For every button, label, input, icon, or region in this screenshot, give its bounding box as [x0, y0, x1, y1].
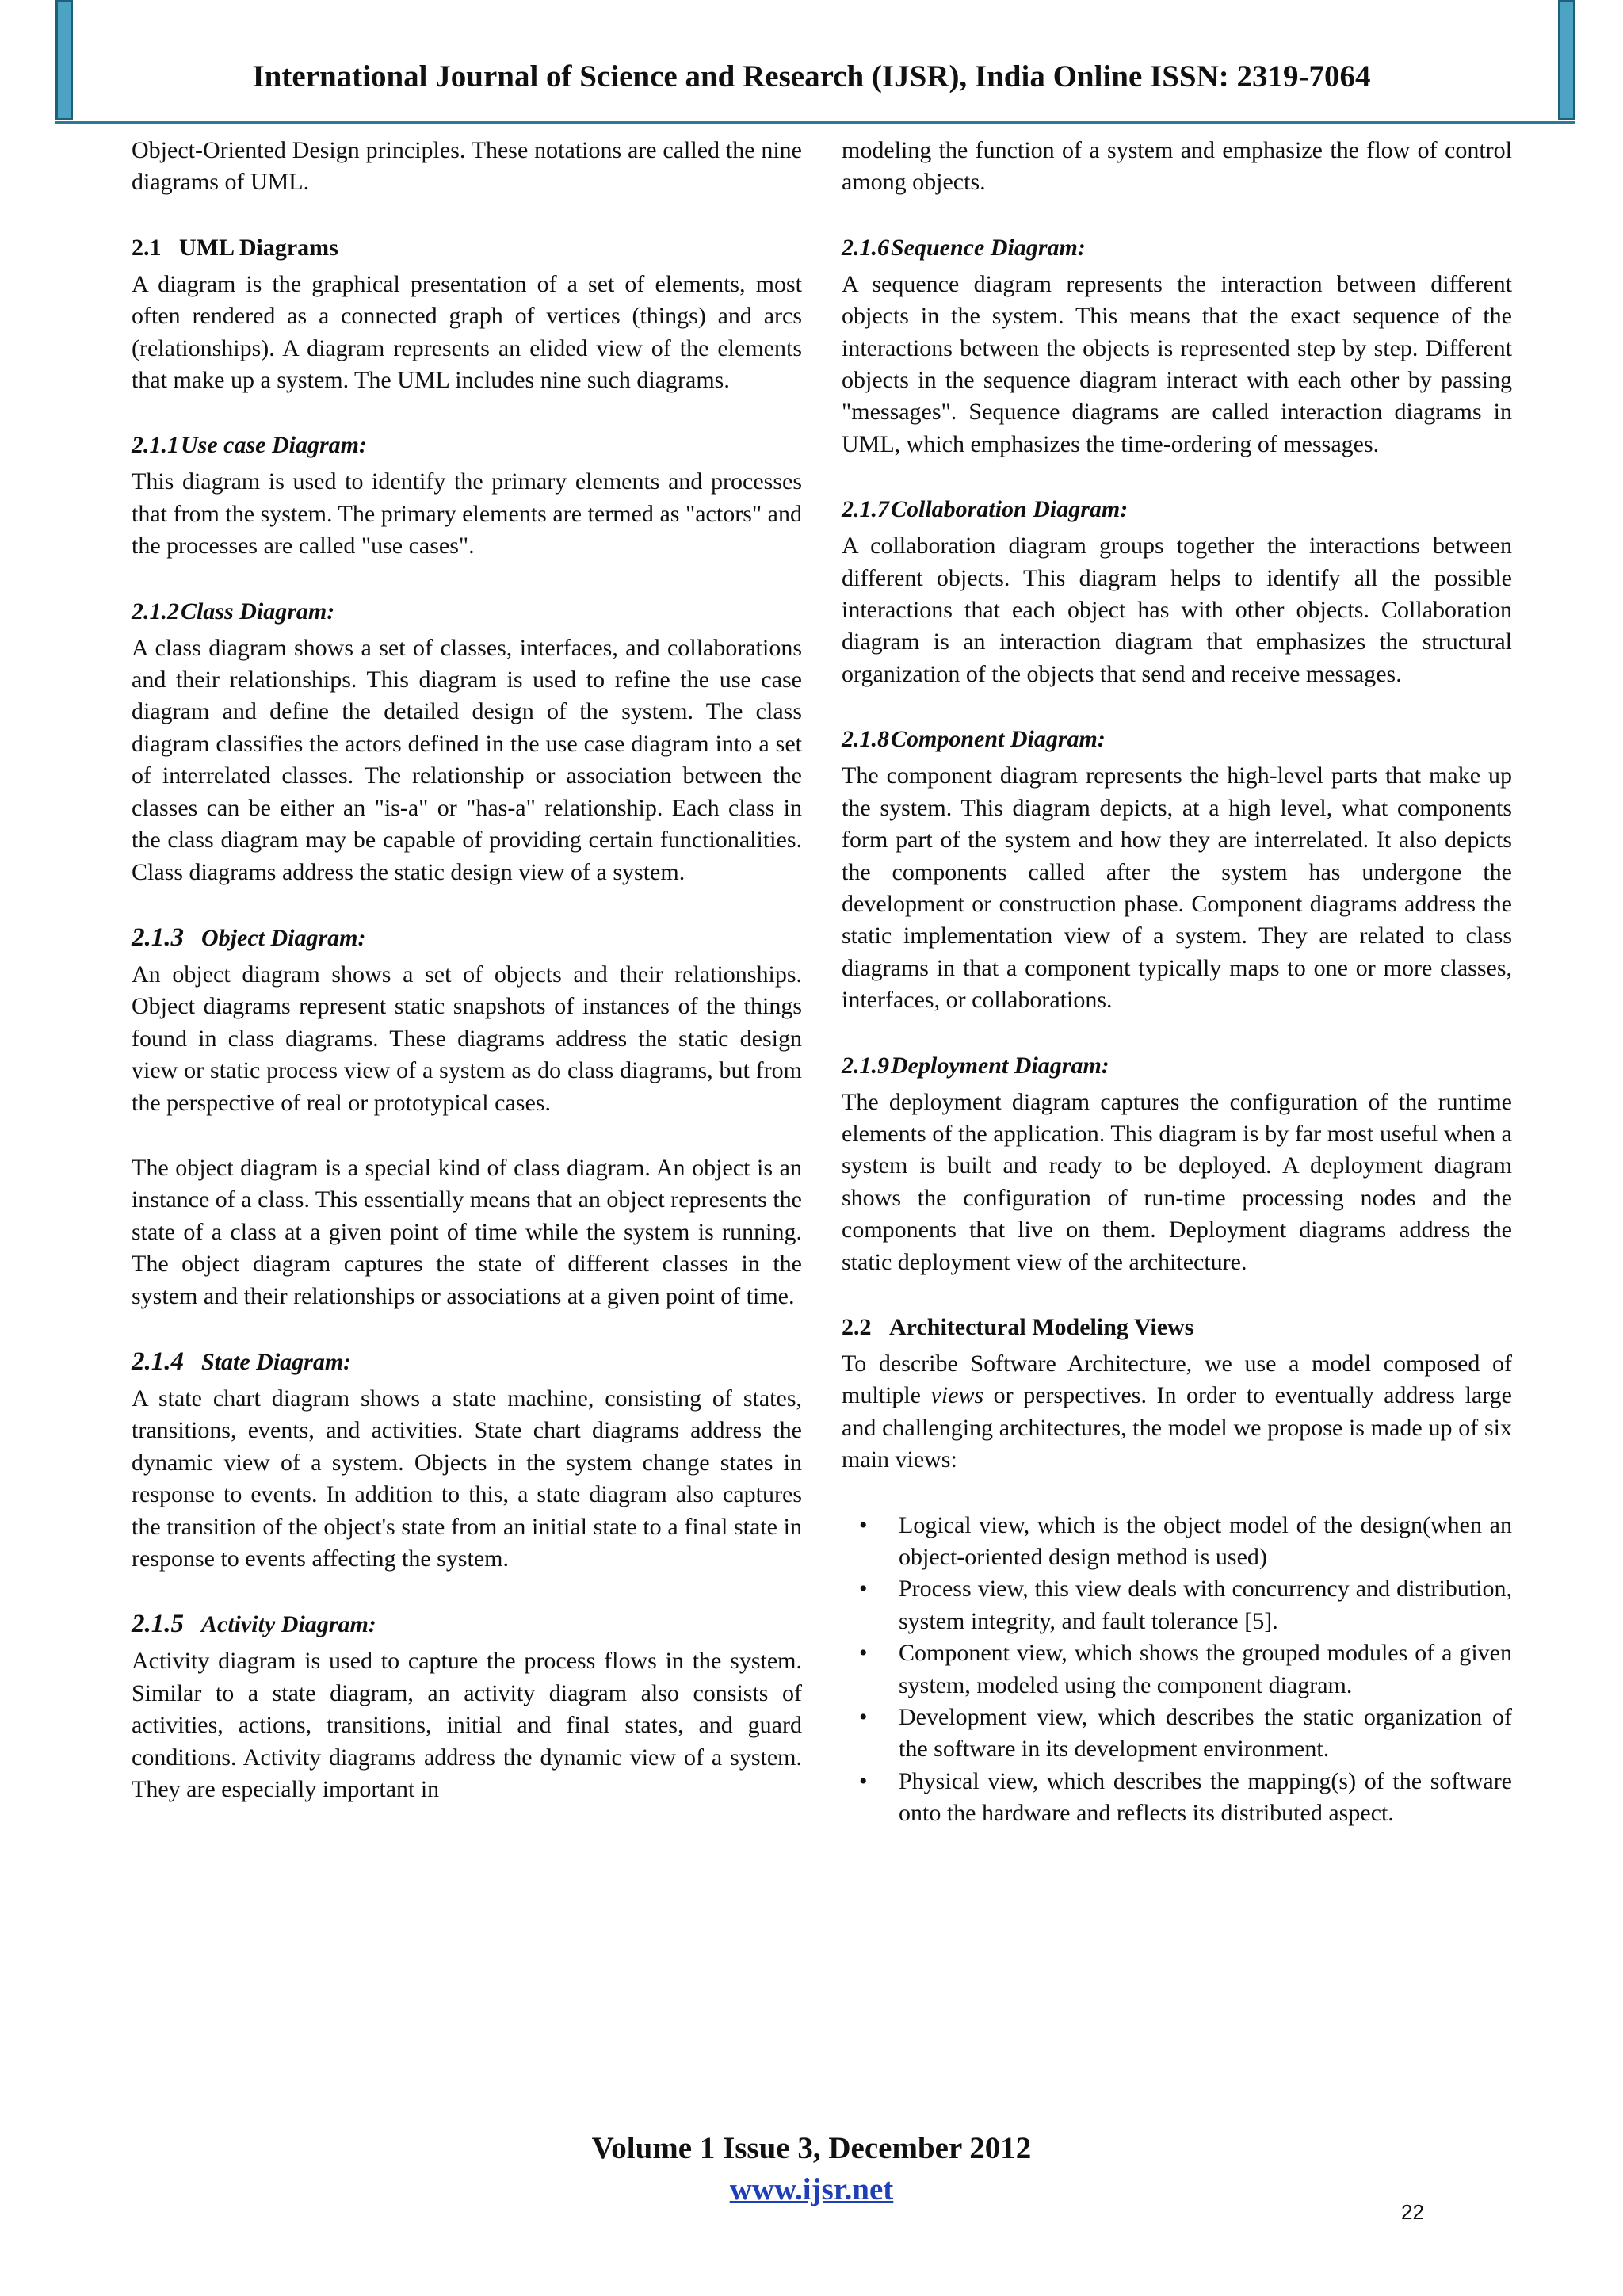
section-number: 2.1.7 [842, 496, 889, 523]
list-item-text: Process view, this view deals with concurrency and distribution, system integrity, and fault tolerance [5]. [899, 1576, 1512, 1634]
bullet-icon: • [859, 1767, 868, 1794]
section-2-1-7-body: A collaboration diagram groups together the interactions between different objects. This diagram helps to identify all the possible interactions that each object has with other objects. Collaboration diagram is an interaction diagram that emphasizes the structural organization of the objects that send and receive messages. [842, 533, 1512, 687]
right-column [842, 135, 1512, 1830]
section-title: Component Diagram: [891, 726, 1106, 753]
journal-website-link[interactable]: www.ijsr.net [729, 2172, 894, 2206]
section-2-1-3-body-2: The object diagram is a special kind of class diagram. An object is an instance of a class. This essentially means that an object represents the state of a class at a given point of time while the system is running. The object diagram captures the state of different classes in the system and their relationships or associations at a given point of time. [132, 1154, 802, 1309]
list-item [842, 1510, 1512, 1574]
body-text: To describe Software Architecture, we use a model composed of multiple [842, 1350, 1512, 1409]
list-item [842, 1702, 1512, 1766]
section-2-1-9-heading [842, 1050, 1512, 1082]
list-item-text: Physical view, which describes the mapping(s) of the software onto the hardware and reflects its distributed aspect. [899, 1767, 1512, 1827]
bullet-icon: • [859, 1576, 868, 1603]
section-title: Architectural Modeling Views [889, 1313, 1194, 1340]
section-2-1-body: A diagram is the graphical presentation of a set of elements, most often rendered as a connected graph of vertices (things) and arcs (relationships). A diagram represents an elided view of the elements that make up a system. The UML includes nine such diagrams. [132, 270, 802, 394]
list-item-text: Development view, which describes the static organization of the software in its development environment. [899, 1704, 1512, 1763]
section-2-2-body [842, 1348, 1512, 1477]
list-item-text: Component view, which shows the grouped modules of a given system, modeled using the component diagram. [899, 1640, 1512, 1698]
emphasis-text: views [930, 1382, 984, 1409]
bullet-icon: • [859, 1511, 868, 1538]
section-number: 2.2 [842, 1313, 872, 1340]
section-number: 2.1.2 [132, 598, 179, 625]
continued-paragraph: modeling the function of a system and emphasize the flow of control among objects. [842, 137, 1512, 196]
section-2-1-5-body: Activity diagram is used to capture the process flows in the system. Similar to a state diagram, an activity diagram also consists of activities, actions, transitions, initial and final states, and guard conditions. Activity diagrams address the dynamic view of a system. They are especially important in [132, 1648, 802, 1803]
list-item [842, 1573, 1512, 1637]
bullet-icon: • [859, 1704, 868, 1731]
section-number: 2.1.1 [132, 432, 179, 459]
section-number: 2.1.3 [132, 923, 184, 952]
intro-paragraph: Object-Oriented Design principles. These notations are called the nine diagrams of UML. [132, 137, 802, 196]
section-title: Sequence Diagram: [891, 234, 1086, 261]
section-title: Object Diagram: [201, 924, 366, 951]
section-number: 2.1.5 [132, 1610, 184, 1639]
section-number: 2.1.9 [842, 1052, 889, 1079]
section-2-1-8-heading [842, 724, 1512, 755]
section-2-1-4-body: A state chart diagram shows a state machine, consisting of states, transitions, events, and activities. State chart diagrams address the dynamic view of a system. Objects in the system change states in response to events. In addition to this, a state diagram also captures the transition of the object's state from an initial state to a final state in response to events affecting the system. [132, 1385, 802, 1572]
section-number: 2.1 [132, 234, 162, 261]
section-title: Collaboration Diagram: [891, 496, 1128, 523]
footer-url [0, 2172, 1623, 2207]
section-2-1-8-body: The component diagram represents the high-level parts that make up the system. This diagram depicts, at a high level, what components form part of the system and how they are interrelated. It also depicts the components called after the system has undergone the development or construction phase. Component diagrams address the static implementation view of a system. They are related to class diagrams in that a component typically maps to one or more classes, interfaces, or collaborations. [842, 762, 1512, 1014]
section-number: 2.1.4 [132, 1347, 184, 1376]
section-2-1-3-heading [132, 922, 802, 954]
section-2-2-heading [842, 1312, 1512, 1343]
bullet-icon: • [859, 1640, 868, 1667]
section-2-1-1-body: This diagram is used to identify the primary elements and processes that from the system. The primary elements are termed as "actors" and the processes are called "use cases". [132, 468, 802, 560]
section-title: Deployment Diagram: [891, 1052, 1109, 1079]
section-2-1-2-body: A class diagram shows a set of classes, interfaces, and collaborations and their relationships. This diagram is used to refine the use case diagram and define the detailed design of the system. The class diagram classifies the actors defined in the use case diagram into a set of interrelated classes. The relationship or association between the classes can be either an "is-a" or "has-a" relationship. Each class in the class diagram may be capable of providing certain functionalities. Class diagrams address the static design view of a system. [132, 634, 802, 885]
section-title: Class Diagram: [181, 598, 335, 625]
page-number: 22 [1401, 2200, 1424, 2224]
footer-volume: Volume 1 Issue 3, December 2012 [591, 2131, 1032, 2165]
section-2-1-7-heading [842, 494, 1512, 525]
section-number: 2.1.8 [842, 726, 889, 753]
views-list [842, 1510, 1512, 1830]
section-2-1-4-heading [132, 1346, 802, 1378]
list-item-text: Logical view, which is the object model of the design(when an object-oriented design method is used) [899, 1511, 1512, 1570]
section-2-1-9-body: The deployment diagram captures the configuration of the runtime elements of the application. This diagram is by far most useful when a system is built and ready to be deployed. A deployment diagram shows the configuration of run-time processing nodes and the components that live on them. Deployment diagrams address the static deployment view of the architecture. [842, 1088, 1512, 1275]
section-title: Use case Diagram: [181, 432, 367, 459]
list-item [842, 1637, 1512, 1702]
section-title: Activity Diagram: [201, 1611, 376, 1638]
section-number: 2.1.6 [842, 234, 889, 261]
section-2-1-6-body: A sequence diagram represents the interaction between different objects in the system. This means that the exact sequence of the interactions between the objects is represented step by step. Different objects in the sequence diagram interact with each other by passing "messages". Sequence diagrams are called interaction diagrams in UML, which emphasizes the time-ordering of messages. [842, 270, 1512, 457]
section-title: State Diagram: [201, 1348, 352, 1375]
section-2-1-1-heading [132, 430, 802, 461]
left-column [132, 135, 802, 1805]
journal-title: International Journal of Science and Research (IJSR), India Online ISSN: 2319-7064 [252, 59, 1371, 94]
section-2-1-2-heading [132, 596, 802, 628]
list-item [842, 1766, 1512, 1830]
body-text: or perspectives. In order to eventually address large and challenging architectures, the model we propose is made up of six main views: [842, 1382, 1513, 1473]
section-2-1-5-heading [132, 1608, 802, 1641]
section-2-1-3-body: An object diagram shows a set of objects and their relationships. Object diagrams represent static snapshots of instances of the things found in class diagrams. These diagrams address the static design view or static process view of a system as do class diagrams, but from the perspective of real or prototypical cases. [132, 961, 802, 1116]
section-title: UML Diagrams [179, 234, 338, 261]
section-2-1-heading [132, 232, 802, 264]
header-divider [55, 121, 1575, 124]
section-2-1-6-heading [842, 232, 1512, 264]
